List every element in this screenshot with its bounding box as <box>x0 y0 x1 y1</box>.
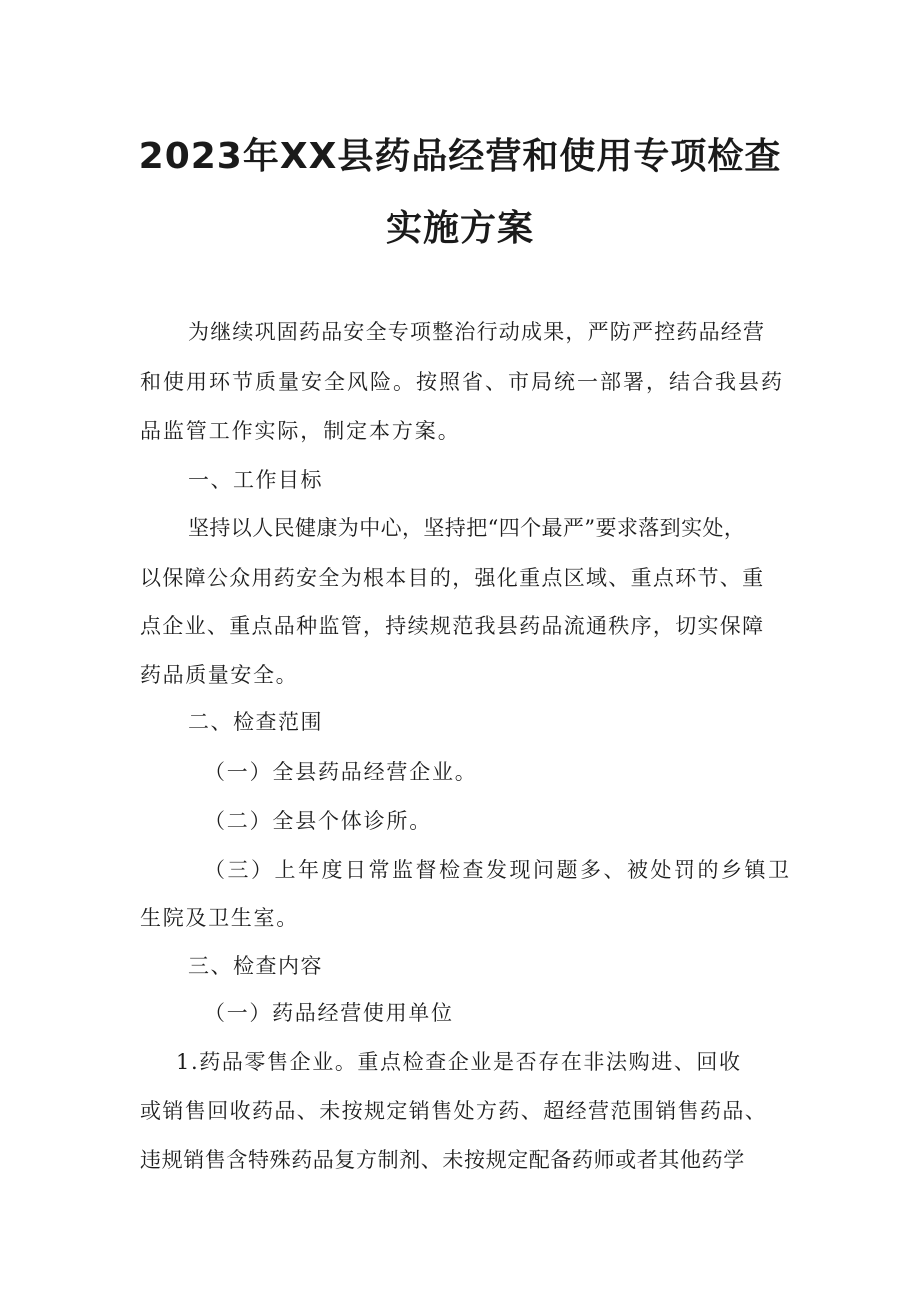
body-paragraph-line: 1.药品零售企业。重点检查企业是否存在非法购进、回收 <box>176 1050 742 1074</box>
section-heading: 三、检查内容 <box>188 954 323 978</box>
list-item: （一）全县药品经营企业。 <box>204 760 478 784</box>
body-paragraph-line: 药品质量安全。 <box>140 663 299 687</box>
list-item: （三）上年度日常监督检查发现问题多、被处罚的乡镇卫 <box>204 858 792 882</box>
section-heading: 二、检查范围 <box>188 710 323 734</box>
document-title-line-2: 实施方案 <box>385 208 534 249</box>
body-paragraph-line: 和使用环节质量安全风险。按照省、市局统一部署，结合我县药 <box>140 370 784 394</box>
section-heading: 一、工作目标 <box>188 468 323 492</box>
body-paragraph-line: 或销售回收药品、未按规定销售处方药、超经营范围销售药品、 <box>140 1099 768 1123</box>
body-paragraph-line: 点企业、重点品种监管，持续规范我县药品流通秩序，切实保障 <box>140 614 765 638</box>
body-paragraph-line: 为继续巩固药品安全专项整治行动成果，严防严控药品经营 <box>188 320 766 344</box>
body-paragraph-line: 坚持以人民健康为中心，坚持把“四个最严”要求落到实处， <box>188 516 746 540</box>
list-item: （二）全县个体诊所。 <box>204 809 432 833</box>
subsection-heading: （一）药品经营使用单位 <box>204 1001 454 1025</box>
list-item: 生院及卫生室。 <box>140 906 299 930</box>
body-paragraph-line: 以保障公众用药安全为根本目的，强化重点区域、重点环节、重 <box>140 566 765 590</box>
body-paragraph-line: 违规销售含特殊药品复方制剂、未按规定配备药师或者其他药学 <box>140 1148 745 1172</box>
document-title-line-1: 2023年XX县药品经营和使用专项检查 <box>138 136 782 177</box>
body-paragraph-line: 品监管工作实际，制定本方案。 <box>140 419 461 443</box>
